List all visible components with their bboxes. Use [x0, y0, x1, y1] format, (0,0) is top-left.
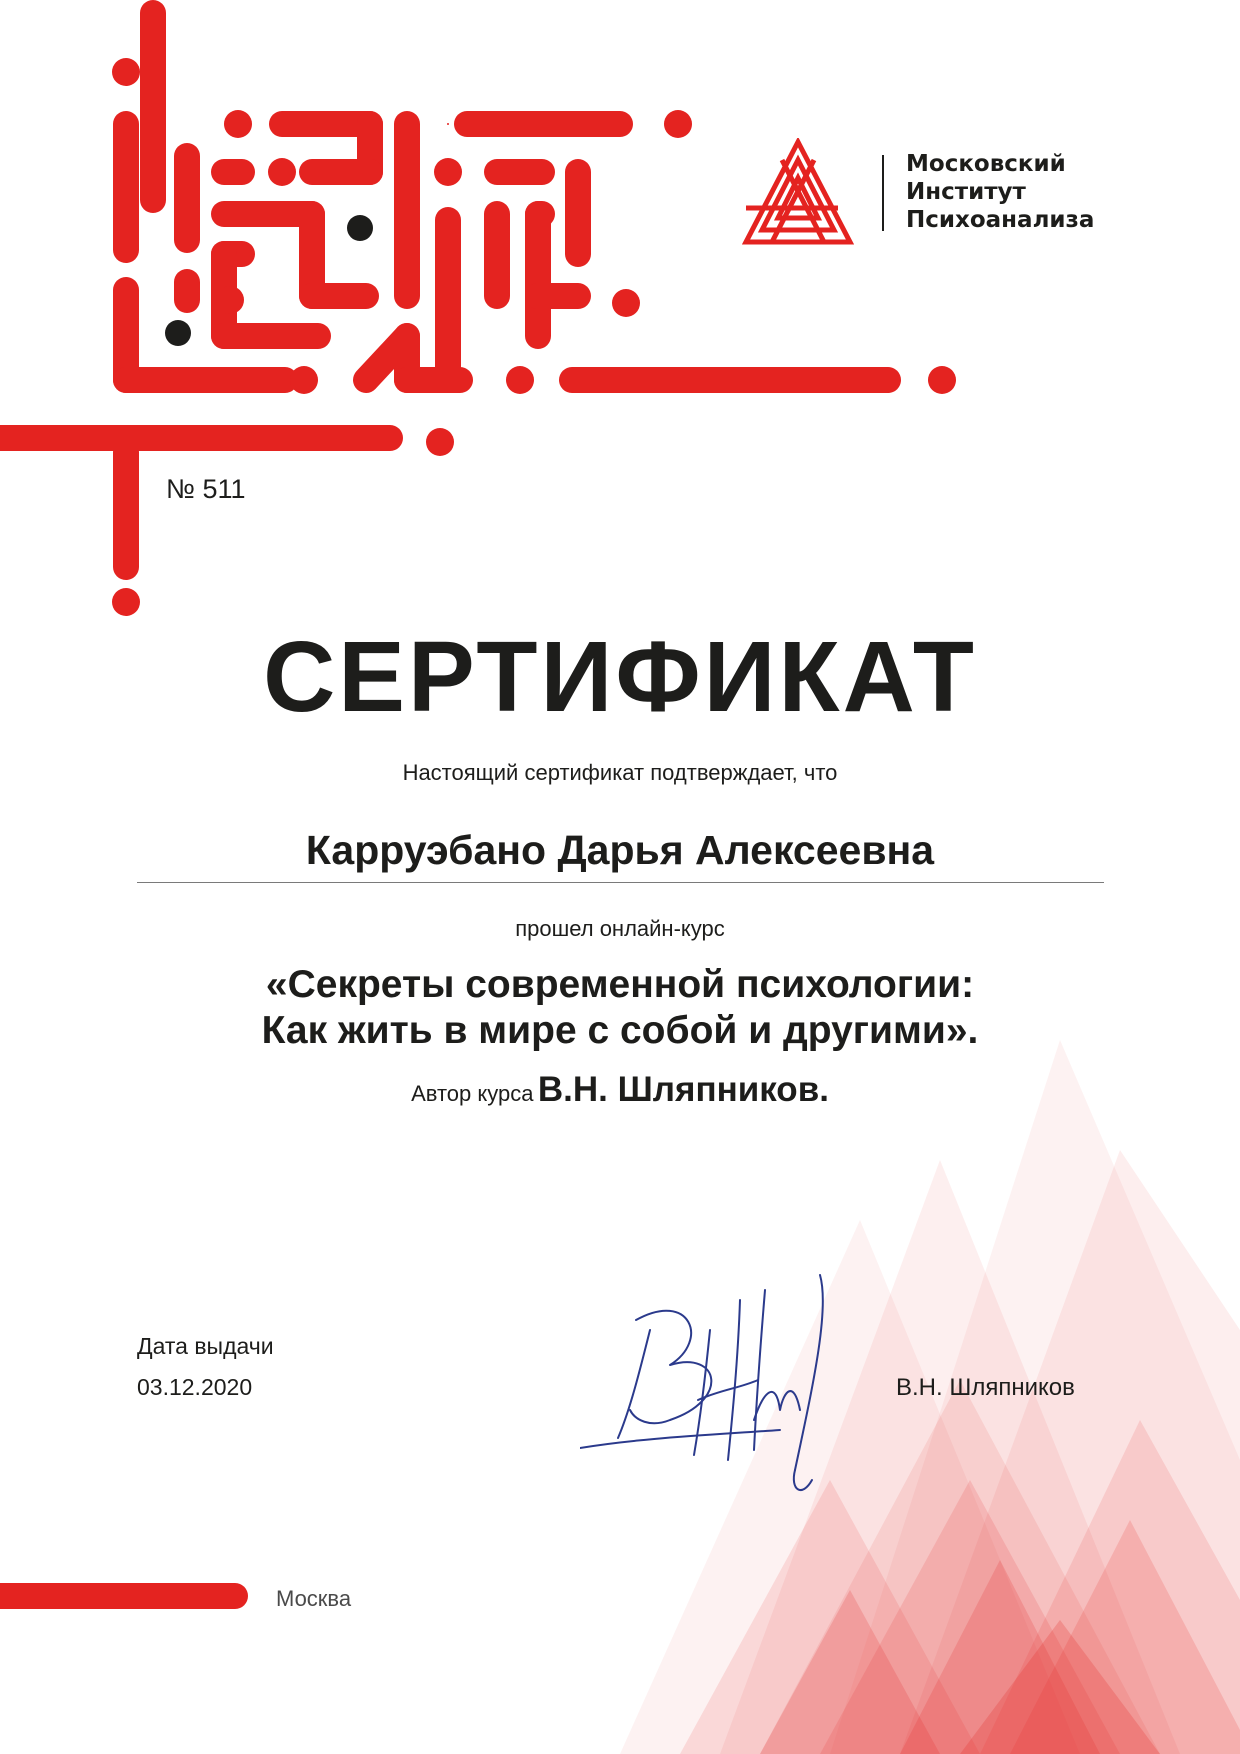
confirm-text: Настоящий сертификат подтверждает, что: [402, 760, 838, 785]
course-author: [0, 1070, 1240, 1110]
completed-text: прошел онлайн-курс: [515, 916, 725, 941]
certificate-title: СЕРТИФИКАТ: [263, 621, 977, 733]
signer-name: В.Н. Шляпников: [896, 1374, 1075, 1401]
issue-date-label: Дата выдачи: [137, 1333, 274, 1359]
handwritten-signature: [580, 1270, 900, 1510]
institute-name-line-2: Институт: [906, 179, 1026, 205]
issue-date-value: 03.12.2020: [137, 1374, 253, 1400]
logo-divider: [882, 155, 884, 231]
triangle-knot-logo-icon: [742, 138, 854, 248]
author-name: В.Н. Шляпников.: [537, 1070, 829, 1109]
recipient-name: Карруэбано Дарья Алексеевна: [305, 827, 935, 873]
institute-name-line-3: Психоанализа: [906, 207, 1095, 233]
course-title-line-2: Как жить в мире с собой и другими».: [261, 1009, 979, 1052]
issue-city: Москва: [276, 1586, 352, 1611]
city-accent-bar: [0, 1583, 248, 1609]
name-underline: [137, 882, 1104, 883]
course-title: [0, 962, 1240, 1054]
course-title-line-1: «Секреты современной психологии:: [265, 963, 975, 1006]
author-label: Автор курса: [411, 1081, 534, 1106]
certificate-number: № 511: [166, 474, 246, 504]
institute-name: [906, 150, 1094, 234]
institute-name-line-1: Московский: [906, 151, 1066, 177]
